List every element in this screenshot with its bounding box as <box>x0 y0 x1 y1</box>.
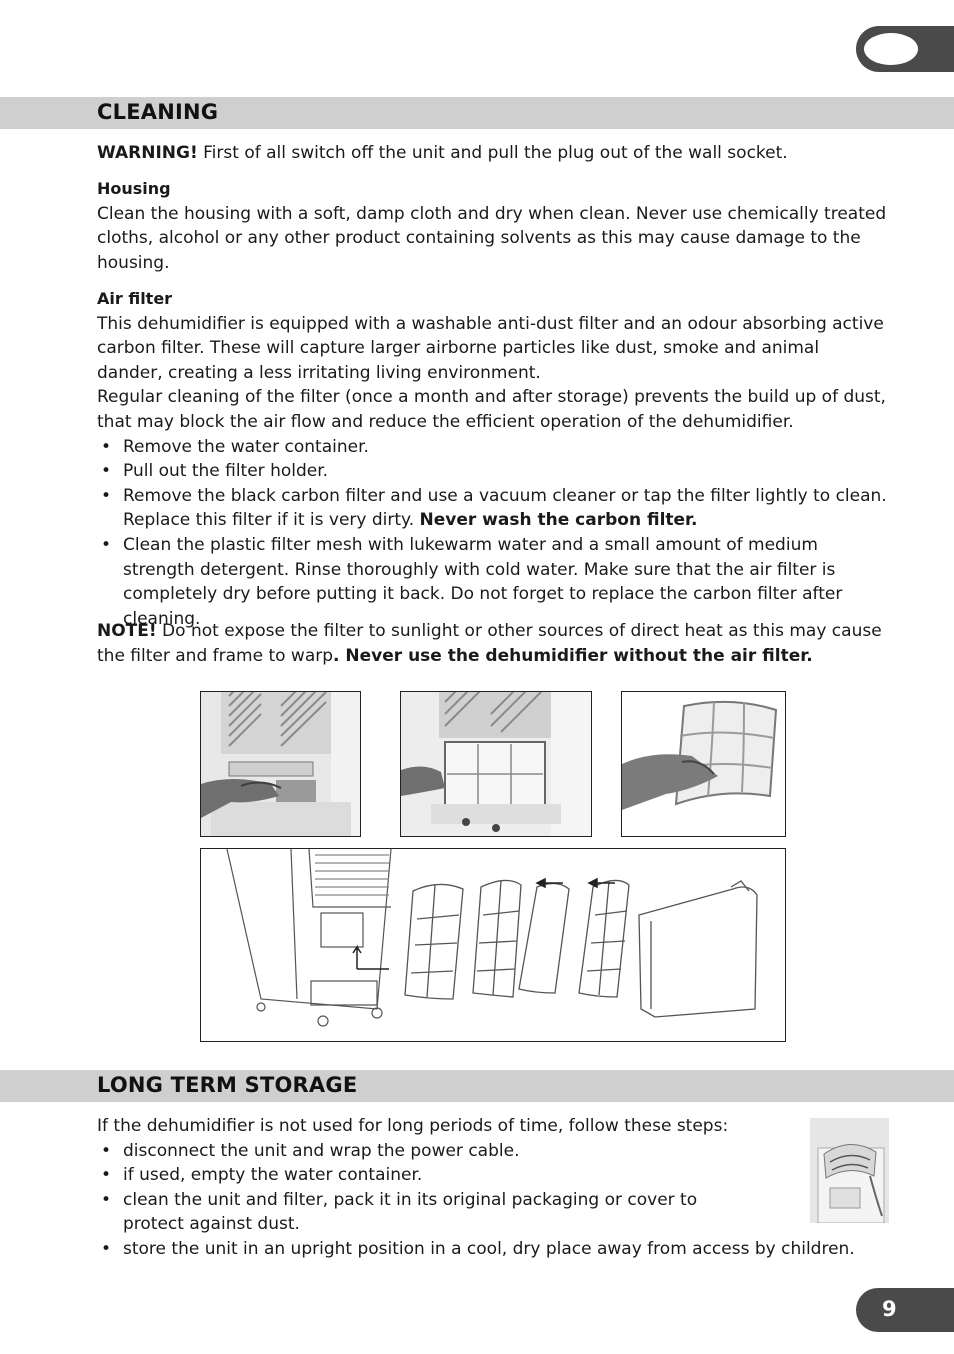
housing-block <box>97 177 889 275</box>
list-item: • clean the unit and filter, pack it in its original packaging or cover to protect against dust. <box>97 1188 763 1237</box>
airfilter-text-2: Regular cleaning of the filter (once a month and after storage) prevents the build up of dust, that may block the air flow and reduce the efficient operation of the dehumidifier. <box>97 387 886 432</box>
storage-intro: If the dehumidifier is not used for long periods of time, follow these steps: <box>97 1116 729 1136</box>
page-number: 9 <box>882 1297 897 1321</box>
list-item: • Pull out the filter holder. <box>97 459 889 484</box>
storage-steps-list <box>97 1139 877 1262</box>
language-tab <box>856 26 954 72</box>
storage-block <box>97 1114 877 1262</box>
airfilter-text-1: This dehumidifier is equipped with a washable anti-dust filter and an odour absorbing active carbon filter. These will capture larger airborne particles like dust, smoke and animal dander, creating a less irritating living environment. <box>97 313 884 383</box>
photo-wrapped-cable <box>810 1118 889 1223</box>
list-item: • if used, empty the water container. <box>97 1163 877 1188</box>
photo-air-filter <box>621 691 786 837</box>
housing-text: Clean the housing with a soft, damp cloth and dry when clean. Never use chemically treated cloths, alcohol or any other product containing solvents as this may cause damage to the housing. <box>97 203 887 273</box>
cleaning-heading: CLEANING <box>97 100 219 124</box>
storage-heading: LONG TERM STORAGE <box>97 1073 358 1097</box>
language-flag-placeholder <box>864 33 918 65</box>
airfilter-title: Air filter <box>97 289 173 308</box>
note-bold: . Never use the dehumidifier without the air filter. <box>333 645 813 666</box>
airfilter-block <box>97 287 889 631</box>
page-number-tab <box>856 1288 954 1332</box>
photo-pull-filter-holder <box>200 691 361 837</box>
note-paragraph <box>97 619 889 668</box>
photo-filter-holder-out <box>400 691 592 837</box>
housing-title: Housing <box>97 179 171 198</box>
list-item: • Remove the black carbon filter and use a vacuum cleaner or tap the filter lightly to clean. Replace this filter if it is very dirty. Never wash the carbon filter. <box>97 484 889 533</box>
warning-text: First of all switch off the unit and pull the plug out of the wall socket. <box>197 143 788 163</box>
note-label: NOTE! <box>97 621 157 641</box>
list-item: • Remove the water container. <box>97 435 889 460</box>
warning-label: WARNING! <box>97 143 198 163</box>
list-item: • Clean the plastic filter mesh with lukewarm water and a small amount of medium strength detergent. Rinse thoroughly with cold water. Make sure that the air filter is completely dry before putting it back. Do not forget to replace the carbon filter after cleaning. <box>97 533 889 631</box>
note-text: Do not expose the filter to sunlight or other sources of direct heat as this may cause the filter and frame to warp <box>97 621 882 666</box>
cleaning-section-bar <box>0 97 954 129</box>
warning-paragraph <box>97 141 889 166</box>
diagram-filter-assembly <box>200 848 786 1042</box>
storage-section-bar <box>0 1070 954 1102</box>
list-item: • store the unit in an upright position in a cool, dry place away from access by children. <box>97 1237 877 1262</box>
cleaning-steps-list <box>97 435 889 632</box>
list-item: • disconnect the unit and wrap the power cable. <box>97 1139 877 1164</box>
